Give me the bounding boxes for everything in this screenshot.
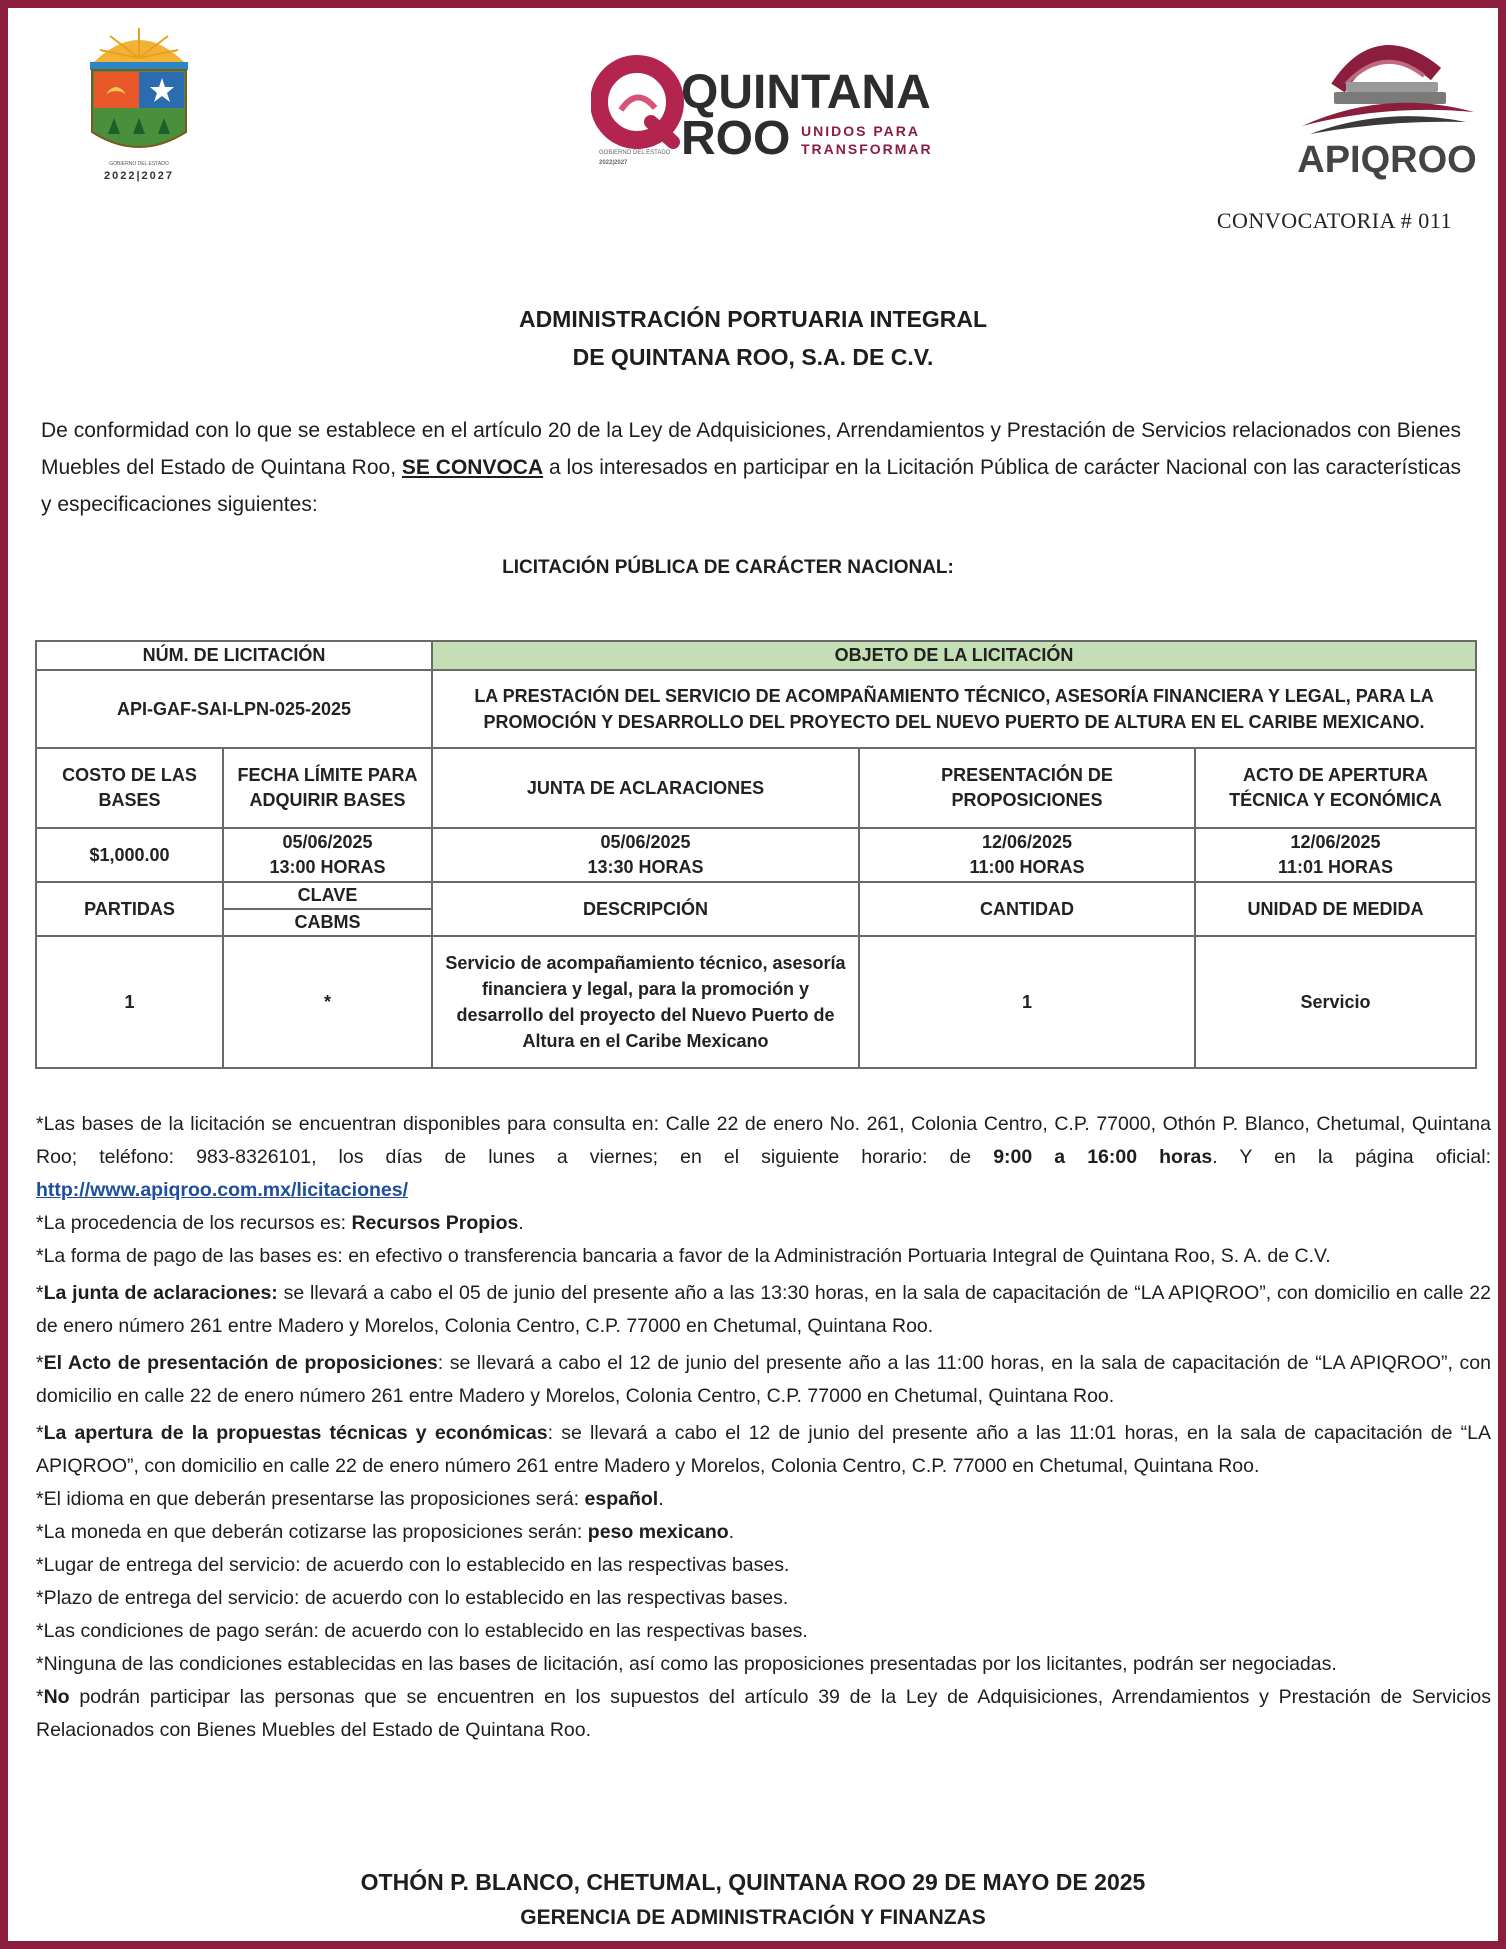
seal-gov-text: GOBIERNO DEL ESTADO <box>109 161 169 167</box>
intro-paragraph <box>41 412 1461 523</box>
unidad-medida-value: Servicio <box>1195 936 1476 1068</box>
presentacion-time: 11:00 HORAS <box>969 857 1085 877</box>
note-bold: La apertura de la propuestas técnicas y económicas <box>43 1422 548 1444</box>
note-text: podrán participar las personas que se encuentren en los supuestos del artículo 39 de la Ley de Adquisiciones, Arrendamientos y Prestación de Servicios Relacionados con Bienes Muebles del Estado de Quintana Roo. <box>36 1686 1491 1741</box>
apertura-date: 12/06/2025 <box>1290 832 1381 852</box>
costo-bases-value: $1,000.00 <box>36 828 223 882</box>
junta-date: 05/06/2025 <box>600 832 691 852</box>
note-lugar-entrega: *Lugar de entrega del servicio: de acuerdo con lo establecido en las respectivas bases. <box>36 1554 790 1576</box>
qroo-slogan-line1: UNIDOS PARA <box>801 123 920 139</box>
intro-text-after: a los interesados en participar en la Licitación Pública de carácter Nacional con las características y especificaciones siguientes: <box>41 456 1462 516</box>
note-moneda <box>36 1516 1491 1549</box>
note-text: . <box>518 1212 524 1234</box>
costo-bases-header: COSTO DE LAS BASES <box>36 748 223 828</box>
note-text: *El idioma en que deberán presentarse las proposiciones será: <box>36 1488 585 1510</box>
note-text: se llevará a cabo el 05 de junio del presente año a las 13:30 horas, en la sala de capacitación de “LA APIQROO”, con domicilio en calle 22 de enero número 261 entre Madero y Morelos, Colonia Centro, C.P. 77000 en Chetumal, Quintana Roo. <box>36 1282 1491 1337</box>
note-text: * <box>36 1282 44 1304</box>
intro-emphasis: SE CONVOCA <box>401 456 544 479</box>
note-text: . Y en la página oficial: <box>1212 1146 1491 1168</box>
qroo-gov-text: GOBIERNO DEL ESTADO <box>599 150 671 156</box>
presentacion-header: PRESENTACIÓN DE PROPOSICIONES <box>859 748 1195 828</box>
unidad-medida-header: UNIDAD DE MEDIDA <box>1195 882 1476 936</box>
note-presentacion-proposiciones <box>36 1347 1491 1413</box>
apertura-header: ACTO DE APERTURA TÉCNICA Y ECONÓMICA <box>1195 748 1476 828</box>
qroo-slogan-line2: TRANSFORMAR <box>801 141 933 157</box>
cantidad-value: 1 <box>859 936 1195 1068</box>
footer-department: GERENCIA DE ADMINISTRACIÓN Y FINANZAS <box>520 1906 986 1929</box>
note-bold: Recursos Propios <box>351 1212 519 1234</box>
qroo-wordmark-line2: ROO <box>681 112 791 165</box>
quintana-roo-logo <box>591 50 941 170</box>
notes-section <box>36 1108 1491 1747</box>
note-text: . <box>728 1521 735 1543</box>
note-plazo-entrega: *Plazo de entrega del servicio: de acuerdo con lo establecido en las respectivas bases. <box>36 1587 789 1609</box>
cantidad-header: CANTIDAD <box>859 882 1195 936</box>
num-licitacion-value: API-GAF-SAI-LPN-025-2025 <box>36 670 432 748</box>
note-no-negociacion: *Ninguna de las condiciones establecidas en las bases de licitación, así como las proposiciones presentadas por los licitantes, podrán ser negociadas. <box>36 1653 1337 1675</box>
note-bold: español <box>584 1488 659 1510</box>
note-text: . <box>658 1488 664 1510</box>
junta-aclaraciones-value <box>432 828 859 882</box>
apiqroo-name: APIQROO <box>1297 139 1477 181</box>
note-impedimentos <box>36 1681 1491 1747</box>
note-bold: El Acto de presentación de proposiciones <box>43 1352 438 1374</box>
bid-details-table <box>35 640 1477 1069</box>
note-text: * <box>36 1422 44 1444</box>
convocatoria-number: CONVOCATORIA # 011 <box>1216 208 1452 233</box>
objeto-licitacion-header: OBJETO DE LA LICITACIÓN <box>432 641 1476 670</box>
fecha-limite-value <box>223 828 432 882</box>
qroo-years: 2022|2027 <box>599 160 628 166</box>
state-seal-logo <box>80 22 198 184</box>
note-forma-pago: *La forma de pago de las bases es: en efectivo o transferencia bancaria a favor de la Administración Portuaria Integral de Quintana Roo, S. A. de C.V. <box>36 1245 1331 1267</box>
apiqroo-licitaciones-link[interactable]: http://www.apiqroo.com.mx/licitaciones/ <box>36 1179 408 1201</box>
fecha-limite-time: 13:00 HORAS <box>269 857 386 877</box>
note-procedencia-recursos <box>36 1207 1491 1240</box>
apertura-value <box>1195 828 1476 882</box>
title-line2: DE QUINTANA ROO, S.A. DE C.V. <box>572 344 934 370</box>
note-text: : se llevará a cabo el 12 de junio del presente año a las 11:00 horas, en la sala de capacitación de “LA APIQROO”, con domicilio en calle 22 de enero número 261 entre Madero y Morelos, Colonia Centro, C.P. 77000 en Chetumal, Quintana Roo. <box>36 1352 1491 1407</box>
note-text: * <box>36 1352 44 1374</box>
clave-header: CLAVE <box>223 882 432 909</box>
partidas-header: PARTIDAS <box>36 882 223 936</box>
note-apertura-propuestas <box>36 1417 1491 1483</box>
apiqroo-logo <box>1286 30 1488 182</box>
note-bold: No <box>43 1686 70 1708</box>
apertura-time: 11:01 HORAS <box>1277 857 1394 877</box>
junta-time: 13:30 HORAS <box>587 857 704 877</box>
junta-aclaraciones-header: JUNTA DE ACLARACIONES <box>432 748 859 828</box>
section-subtitle: LICITACIÓN PÚBLICA DE CARÁCTER NACIONAL: <box>502 557 954 578</box>
note-text: *Las bases de la licitación se encuentran disponibles para consulta en: Calle 22 de enero No. 261, Colonia Centro, C.P. 77000, Othón P. Blanco, Chetumal, Quintana Roo; teléfono: 983-8326101, los días de lunes a viernes; en el siguiente horario: de <box>36 1113 1491 1168</box>
num-licitacion-header: NÚM. DE LICITACIÓN <box>36 641 432 670</box>
descripcion-header: DESCRIPCIÓN <box>432 882 859 936</box>
note-text: *La moneda en que deberán cotizarse las proposiciones serán: <box>36 1521 588 1543</box>
fecha-limite-date: 05/06/2025 <box>282 832 373 852</box>
objeto-licitacion-value: LA PRESTACIÓN DEL SERVICIO DE ACOMPAÑAMIENTO TÉCNICO, ASESORÍA FINANCIERA Y LEGAL, PARA LA PROMOCIÓN Y DESARROLLO DEL PROYECTO DEL NUEVO PUERTO DE ALTURA EN EL CARIBE MEXICANO. <box>432 670 1476 748</box>
cabms-header: CABMS <box>223 909 432 936</box>
descripcion-value: Servicio de acompañamiento técnico, asesoría financiera y legal, para la promoción y desarrollo del proyecto del Nuevo Puerto de Altura en el Caribe Mexicano <box>432 936 859 1068</box>
clave-value: * <box>223 936 432 1068</box>
note-text: : se llevará a cabo el 12 de junio del presente año a las 11:01 horas, en la sala de capacitación de “LA APIQROO”, con domicilio en calle 22 de enero número 261 entre Madero y Morelos, Colonia Centro, C.P. 77000 en Chetumal, Quintana Roo. <box>36 1422 1492 1477</box>
note-bases-disponibles <box>36 1108 1491 1207</box>
note-text: * <box>36 1686 44 1708</box>
qroo-wordmark-line1: QUINTANA <box>681 66 931 119</box>
intro-text-before: De conformidad con lo que se establece en el artículo 20 de la Ley de Adquisiciones, Arrendamientos y Prestación de Servicios relacionados con Bienes Muebles del Estado de Quintana Roo, <box>41 419 1461 479</box>
seal-years: 2022|2027 <box>103 170 175 182</box>
presentacion-date: 12/06/2025 <box>981 832 1073 852</box>
note-idioma <box>36 1483 1491 1516</box>
title-line1: ADMINISTRACIÓN PORTUARIA INTEGRAL <box>518 306 988 332</box>
note-bold: peso mexicano <box>587 1521 729 1543</box>
note-condiciones-pago: *Las condiciones de pago serán: de acuerdo con lo establecido en las respectivas bases. <box>36 1620 808 1642</box>
note-junta-aclaraciones <box>36 1277 1491 1343</box>
presentacion-value <box>859 828 1195 882</box>
partida-value: 1 <box>36 936 223 1068</box>
note-text: *La procedencia de los recursos es: <box>36 1212 352 1234</box>
footer-place-date: OTHÓN P. BLANCO, CHETUMAL, QUINTANA ROO 29 DE MAYO DE 2025 <box>360 1869 1146 1895</box>
note-bold: 9:00 a 16:00 horas <box>993 1146 1213 1168</box>
note-bold: La junta de aclaraciones: <box>43 1282 278 1304</box>
fecha-limite-header: FECHA LÍMITE PARA ADQUIRIR BASES <box>223 748 432 828</box>
